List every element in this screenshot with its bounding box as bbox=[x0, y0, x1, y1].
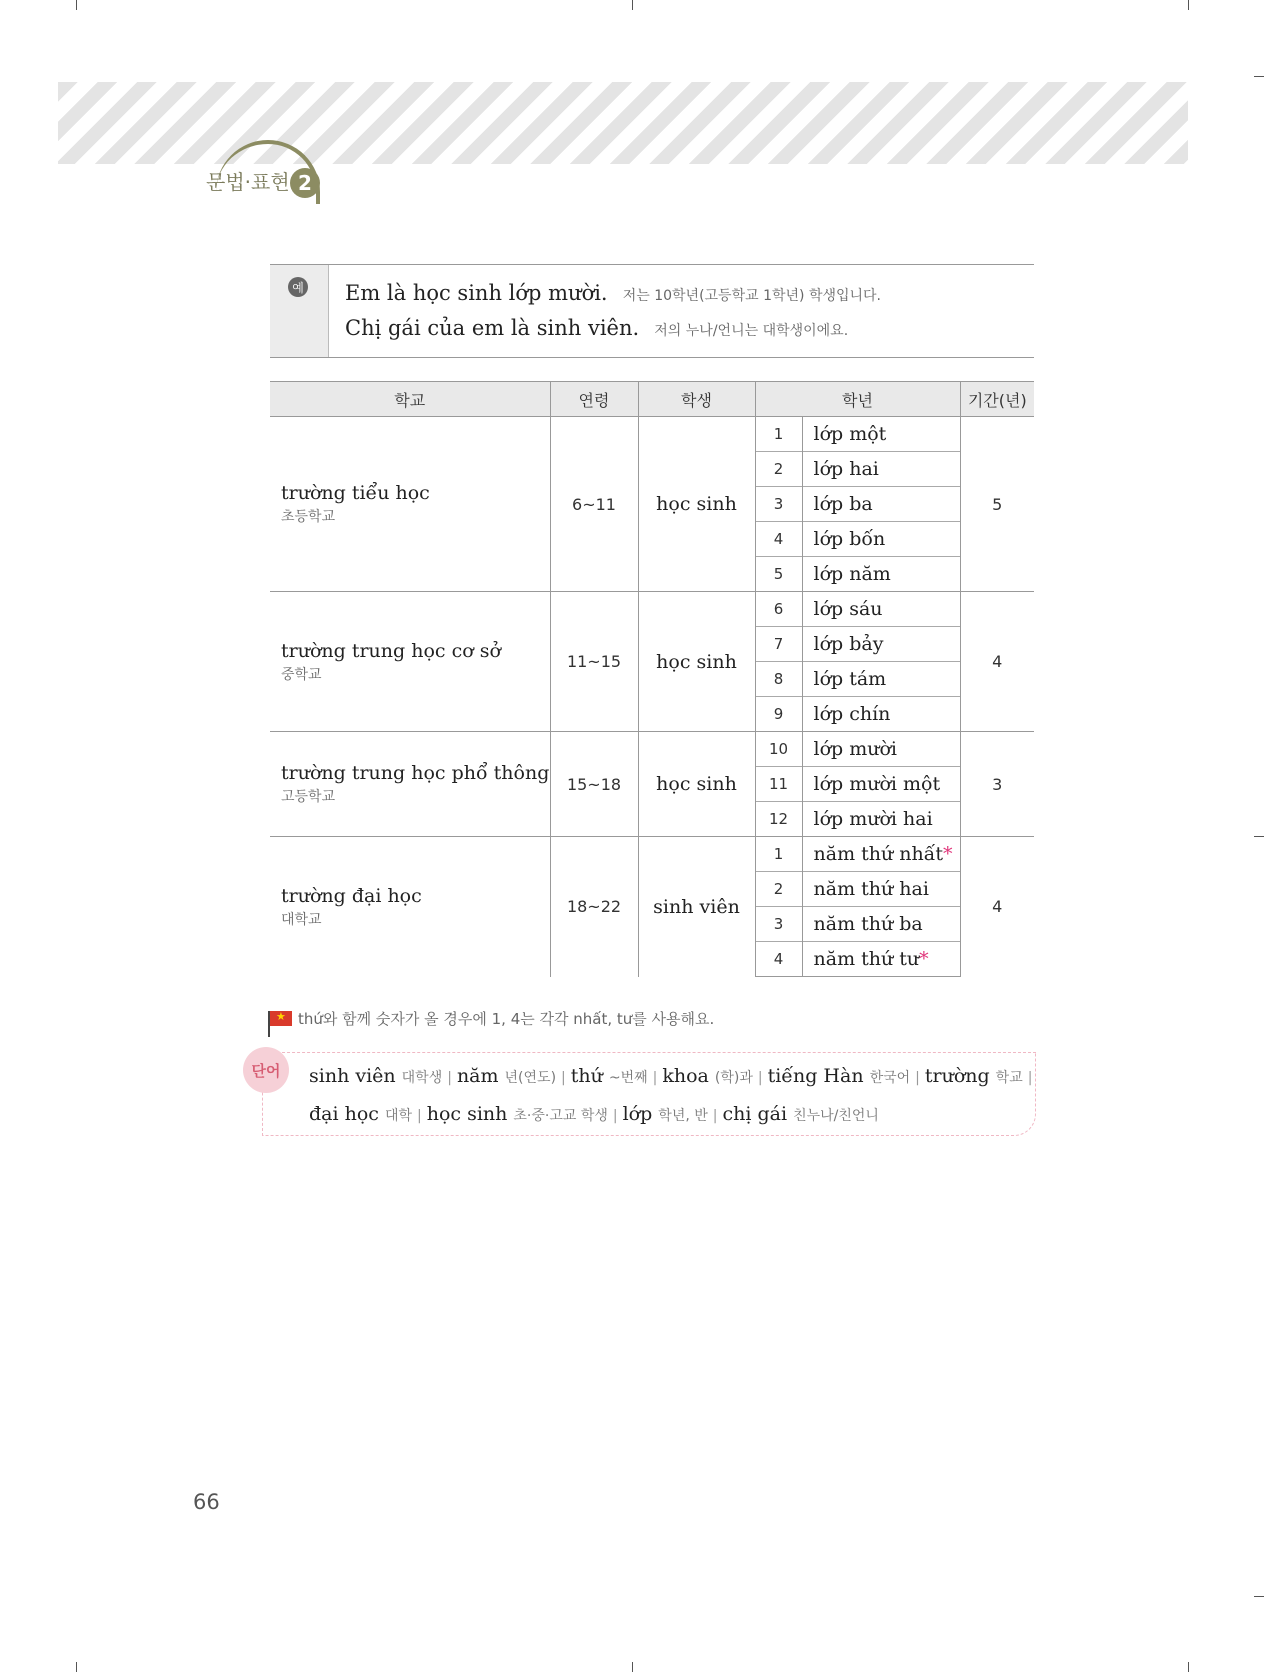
school-name-korean: 초등학교 bbox=[281, 509, 336, 525]
grade-name: lớp năm bbox=[813, 563, 891, 585]
grade-number-cell: 1 bbox=[755, 417, 802, 452]
school-grades-table bbox=[270, 381, 1034, 977]
table-row bbox=[270, 592, 1034, 627]
grade-name-cell bbox=[802, 907, 960, 942]
crop-mark bbox=[1254, 76, 1264, 77]
grade-name: năm thứ ba bbox=[813, 913, 923, 935]
header-grade: 학년 bbox=[755, 382, 960, 417]
section-label: 문법·표현 bbox=[206, 170, 290, 194]
table-row bbox=[270, 837, 1034, 872]
student-type-cell: học sinh bbox=[638, 592, 755, 732]
vocab-meaning: ~번째 bbox=[608, 1070, 648, 1086]
school-cell bbox=[270, 732, 550, 837]
example-line bbox=[345, 281, 881, 305]
school-name-vietnamese: trường trung học phổ thông bbox=[281, 762, 550, 784]
grade-number-cell: 2 bbox=[755, 452, 802, 487]
age-cell: 18~22 bbox=[550, 837, 638, 977]
duration-cell: 4 bbox=[960, 592, 1034, 732]
grade-number-cell: 9 bbox=[755, 697, 802, 732]
grade-number-cell: 10 bbox=[755, 732, 802, 767]
vocab-word: đại học bbox=[309, 1103, 379, 1125]
school-cell bbox=[270, 837, 550, 977]
school-cell bbox=[270, 417, 550, 592]
grade-name-cell bbox=[802, 872, 960, 907]
school-name-vietnamese: trường đại học bbox=[281, 884, 422, 907]
grade-number-cell: 12 bbox=[755, 802, 802, 837]
vocab-word: tiếng Hàn bbox=[767, 1065, 864, 1087]
grade-number-cell: 5 bbox=[755, 557, 802, 592]
student-type-cell: học sinh bbox=[638, 732, 755, 837]
example-box bbox=[270, 264, 1034, 358]
header-school: 학교 bbox=[270, 382, 550, 417]
vocab-word: khoa bbox=[662, 1065, 709, 1087]
separator: | bbox=[1027, 1070, 1033, 1086]
grade-number-cell: 7 bbox=[755, 627, 802, 662]
grade-name-cell bbox=[802, 732, 960, 767]
table-row bbox=[270, 417, 1034, 452]
vocab-meaning: (학)과 bbox=[714, 1070, 753, 1086]
crop-mark bbox=[1188, 0, 1189, 10]
footnote bbox=[270, 1008, 714, 1029]
header-duration: 기간(년) bbox=[960, 382, 1034, 417]
grade-name-cell bbox=[802, 662, 960, 697]
separator: | bbox=[417, 1108, 422, 1124]
example-vietnamese: Chị gái của em là sinh viên. bbox=[345, 316, 640, 340]
crop-mark bbox=[76, 1662, 77, 1672]
vocab-word: thứ bbox=[570, 1065, 603, 1087]
school-name-vietnamese: trường trung học cơ sở bbox=[281, 639, 501, 662]
crop-mark bbox=[1254, 836, 1264, 837]
crop-mark bbox=[1254, 1596, 1264, 1597]
age-cell: 11~15 bbox=[550, 592, 638, 732]
grade-name-cell bbox=[802, 522, 960, 557]
table-header-row bbox=[270, 382, 1034, 417]
grade-number-cell: 4 bbox=[755, 942, 802, 977]
footnote-asterisk: * bbox=[919, 948, 929, 970]
crop-mark bbox=[632, 1662, 633, 1672]
grade-name-cell bbox=[802, 697, 960, 732]
grade-number-cell: 8 bbox=[755, 662, 802, 697]
header-stripe-band bbox=[58, 82, 1188, 164]
vocab-word: sinh viên bbox=[309, 1065, 396, 1087]
grade-number-cell: 4 bbox=[755, 522, 802, 557]
vocab-word: năm bbox=[456, 1065, 499, 1087]
grade-name: lớp mười hai bbox=[813, 808, 933, 830]
vocab-word: trường bbox=[924, 1065, 990, 1087]
example-line bbox=[345, 316, 848, 340]
grade-name: lớp mười một bbox=[813, 773, 941, 795]
school-name-korean: 대학교 bbox=[281, 911, 322, 928]
vocabulary-line bbox=[309, 1065, 1037, 1087]
crop-mark bbox=[632, 0, 633, 10]
grade-number-cell: 3 bbox=[755, 907, 802, 942]
separator: | bbox=[447, 1070, 452, 1086]
example-korean: 저의 누나/언니는 대학생이에요. bbox=[654, 323, 849, 339]
age-cell: 15~18 bbox=[550, 732, 638, 837]
grade-name: lớp hai bbox=[813, 458, 879, 480]
grade-name-cell bbox=[802, 767, 960, 802]
vocab-meaning: 친누나/친언니 bbox=[793, 1108, 879, 1124]
vocab-word: lớp bbox=[622, 1103, 653, 1125]
grade-name-cell bbox=[802, 557, 960, 592]
vocabulary-box bbox=[251, 1052, 1036, 1136]
school-name-korean: 고등학교 bbox=[281, 789, 336, 805]
vocabulary-badge: 단어 bbox=[243, 1047, 289, 1093]
grade-name: lớp một bbox=[813, 423, 887, 445]
separator: | bbox=[612, 1108, 618, 1124]
grade-name: năm thứ nhất bbox=[813, 843, 944, 865]
crop-mark bbox=[1188, 1662, 1189, 1672]
grade-name-cell bbox=[802, 942, 960, 977]
grade-name: lớp bốn bbox=[813, 528, 886, 550]
grade-name: lớp sáu bbox=[813, 598, 883, 620]
header-age: 연령 bbox=[550, 382, 638, 417]
vocab-word: học sinh bbox=[426, 1103, 508, 1125]
crop-mark bbox=[76, 0, 77, 10]
example-korean: 저는 10학년(고등학교 1학년) 학생입니다. bbox=[622, 288, 882, 304]
grade-name: lớp chín bbox=[813, 703, 891, 725]
school-cell bbox=[270, 592, 550, 732]
separator: | bbox=[561, 1070, 566, 1086]
grade-name-cell bbox=[802, 452, 960, 487]
vocab-meaning: 한국어 bbox=[869, 1070, 911, 1086]
table-row bbox=[270, 732, 1034, 767]
vocab-meaning: 학년, 반 bbox=[658, 1108, 708, 1124]
grade-number-cell: 1 bbox=[755, 837, 802, 872]
grade-name-cell bbox=[802, 837, 960, 872]
separator: | bbox=[915, 1070, 920, 1086]
age-cell: 6~11 bbox=[550, 417, 638, 592]
school-name-korean: 중학교 bbox=[281, 666, 322, 683]
grade-name-cell bbox=[802, 592, 960, 627]
footnote-asterisk: * bbox=[943, 843, 953, 865]
example-vietnamese: Em là học sinh lớp mười. bbox=[345, 281, 608, 305]
example-label-cell bbox=[270, 265, 329, 357]
vocab-meaning: 대학 bbox=[384, 1108, 412, 1124]
page-number: 66 bbox=[193, 1490, 220, 1514]
vocabulary-line bbox=[309, 1103, 879, 1125]
duration-cell: 3 bbox=[960, 732, 1034, 837]
header-student: 학생 bbox=[638, 382, 755, 417]
grade-number-cell: 2 bbox=[755, 872, 802, 907]
vocab-meaning: 초·중·고교 학생 bbox=[513, 1108, 608, 1124]
grade-name-cell bbox=[802, 417, 960, 452]
grade-name: lớp ba bbox=[813, 493, 873, 515]
separator: | bbox=[757, 1070, 763, 1086]
duration-cell: 4 bbox=[960, 837, 1034, 977]
vietnam-flag-icon: ★ bbox=[270, 1011, 292, 1026]
grade-number-cell: 6 bbox=[755, 592, 802, 627]
grade-name: lớp mười bbox=[813, 738, 897, 760]
grade-number-cell: 11 bbox=[755, 767, 802, 802]
separator: | bbox=[652, 1070, 658, 1086]
grade-name-cell bbox=[802, 627, 960, 662]
footnote-text: thứ와 함께 숫자가 올 경우에 1, 4는 각각 nhất, tư를 사용해요. bbox=[298, 1010, 715, 1028]
section-number-badge: 2 bbox=[290, 168, 320, 198]
student-type-cell: sinh viên bbox=[638, 837, 755, 977]
grade-name: năm thứ hai bbox=[813, 878, 929, 900]
grade-name: lớp bảy bbox=[813, 633, 884, 655]
student-type-cell: học sinh bbox=[638, 417, 755, 592]
vocab-word: chị gái bbox=[722, 1103, 788, 1125]
grade-name: lớp tám bbox=[813, 668, 887, 690]
vocab-meaning: 년(연도) bbox=[504, 1070, 557, 1086]
vocab-meaning: 학교 bbox=[995, 1070, 1023, 1086]
grade-name: năm thứ tư bbox=[813, 948, 920, 970]
example-mark-icon: 예 bbox=[288, 277, 308, 297]
grade-name-cell bbox=[802, 802, 960, 837]
grade-name-cell bbox=[802, 487, 960, 522]
vocab-meaning: 대학생 bbox=[401, 1070, 443, 1086]
school-name-vietnamese: trường tiểu học bbox=[281, 482, 430, 504]
grade-number-cell: 3 bbox=[755, 487, 802, 522]
duration-cell: 5 bbox=[960, 417, 1034, 592]
separator: | bbox=[712, 1108, 718, 1124]
